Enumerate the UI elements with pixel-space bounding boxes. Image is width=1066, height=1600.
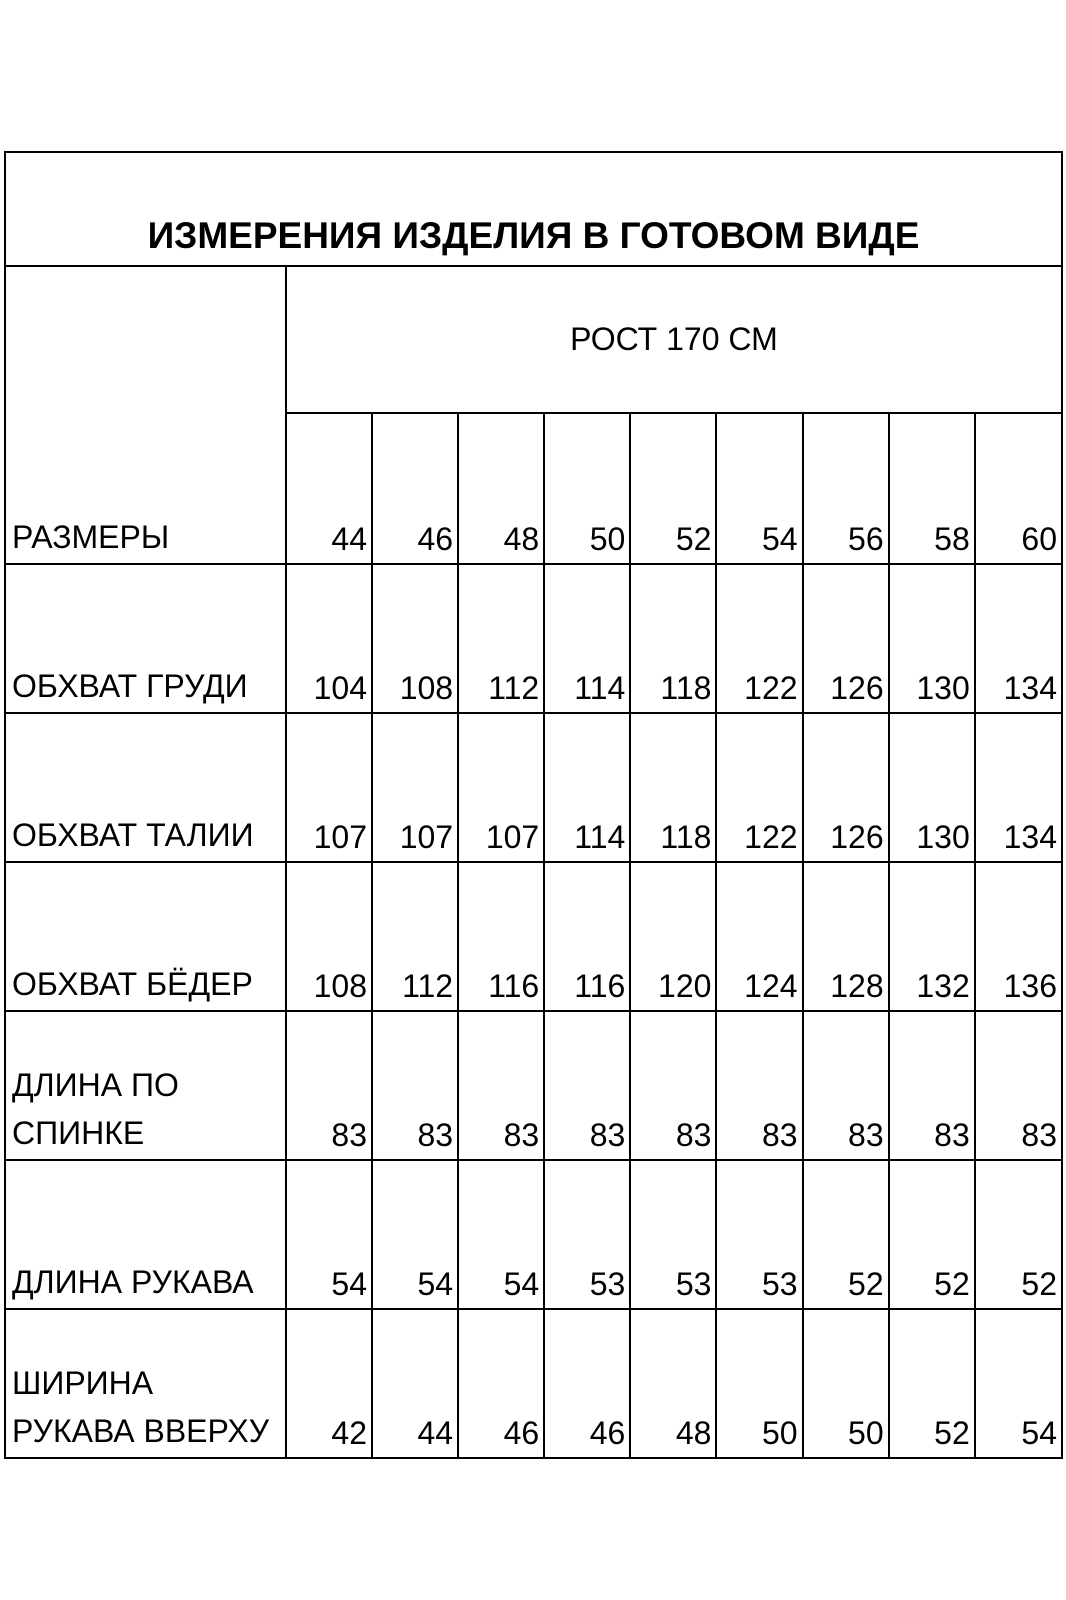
value-cell: 112: [372, 862, 458, 1011]
value-cell: 83: [716, 1011, 802, 1160]
value-cell: 53: [630, 1160, 716, 1309]
row-label-line: РУКАВА ВВЕРХУ: [12, 1413, 270, 1449]
value-cell: 50: [716, 1309, 802, 1458]
row-label: [5, 1011, 286, 1160]
value-cell: 53: [544, 1160, 630, 1309]
sizes-label: РАЗМЕРЫ: [5, 266, 286, 564]
value-cell: 54: [975, 1309, 1062, 1458]
value-cell: 108: [372, 564, 458, 713]
value-cell: 83: [372, 1011, 458, 1160]
value-cell: 132: [889, 862, 975, 1011]
value-cell: 52: [975, 1160, 1062, 1309]
value-cell: 54: [286, 1160, 372, 1309]
table-row-waist: [5, 713, 1062, 862]
row-label: ОБХВАТ ГРУДИ: [5, 564, 286, 713]
row-label: ДЛИНА РУКАВА: [5, 1160, 286, 1309]
table-row-upper-sleeve-width: [5, 1309, 1062, 1458]
row-label-line: СПИНКЕ: [12, 1115, 145, 1151]
size-cell: 48: [458, 413, 544, 564]
value-cell: 46: [544, 1309, 630, 1458]
value-cell: 83: [544, 1011, 630, 1160]
value-cell: 134: [975, 564, 1062, 713]
height-label: РОСТ 170 СМ: [286, 266, 1062, 413]
value-cell: 52: [889, 1160, 975, 1309]
value-cell: 53: [716, 1160, 802, 1309]
value-cell: 104: [286, 564, 372, 713]
value-cell: 54: [458, 1160, 544, 1309]
value-cell: 134: [975, 713, 1062, 862]
value-cell: 128: [803, 862, 889, 1011]
row-label: [5, 1309, 286, 1458]
value-cell: 126: [803, 564, 889, 713]
value-cell: 46: [458, 1309, 544, 1458]
size-cell: 58: [889, 413, 975, 564]
value-cell: 112: [458, 564, 544, 713]
size-cell: 56: [803, 413, 889, 564]
table-row-chest: [5, 564, 1062, 713]
value-cell: 118: [630, 564, 716, 713]
value-cell: 83: [458, 1011, 544, 1160]
size-cell: 52: [630, 413, 716, 564]
measurements-table: [4, 151, 1063, 1459]
value-cell: 107: [372, 713, 458, 862]
row-label: ОБХВАТ ТАЛИИ: [5, 713, 286, 862]
value-cell: 108: [286, 862, 372, 1011]
value-cell: 130: [889, 564, 975, 713]
value-cell: 130: [889, 713, 975, 862]
value-cell: 54: [372, 1160, 458, 1309]
value-cell: 83: [630, 1011, 716, 1160]
table-row-sleeve-length: [5, 1160, 1062, 1309]
value-cell: 116: [458, 862, 544, 1011]
value-cell: 83: [889, 1011, 975, 1160]
value-cell: 136: [975, 862, 1062, 1011]
row-label: ОБХВАТ БЁДЕР: [5, 862, 286, 1011]
size-cell: 50: [544, 413, 630, 564]
value-cell: 116: [544, 862, 630, 1011]
row-label-line: ШИРИНА: [12, 1365, 154, 1401]
size-cell: 60: [975, 413, 1062, 564]
size-cell: 54: [716, 413, 802, 564]
value-cell: 42: [286, 1309, 372, 1458]
table-row-back-length: [5, 1011, 1062, 1160]
value-cell: 83: [286, 1011, 372, 1160]
value-cell: 118: [630, 713, 716, 862]
value-cell: 48: [630, 1309, 716, 1458]
table-row-hips: [5, 862, 1062, 1011]
value-cell: 120: [630, 862, 716, 1011]
value-cell: 107: [458, 713, 544, 862]
table-title: ИЗМЕРЕНИЯ ИЗДЕЛИЯ В ГОТОВОМ ВИДЕ: [5, 152, 1062, 266]
row-label-line: ДЛИНА ПО: [12, 1067, 179, 1103]
value-cell: 122: [716, 564, 802, 713]
value-cell: 114: [544, 564, 630, 713]
value-cell: 122: [716, 713, 802, 862]
size-cell: 44: [286, 413, 372, 564]
value-cell: 83: [975, 1011, 1062, 1160]
value-cell: 44: [372, 1309, 458, 1458]
value-cell: 52: [889, 1309, 975, 1458]
value-cell: 52: [803, 1160, 889, 1309]
value-cell: 114: [544, 713, 630, 862]
value-cell: 107: [286, 713, 372, 862]
value-cell: 83: [803, 1011, 889, 1160]
size-cell: 46: [372, 413, 458, 564]
value-cell: 126: [803, 713, 889, 862]
value-cell: 50: [803, 1309, 889, 1458]
value-cell: 124: [716, 862, 802, 1011]
